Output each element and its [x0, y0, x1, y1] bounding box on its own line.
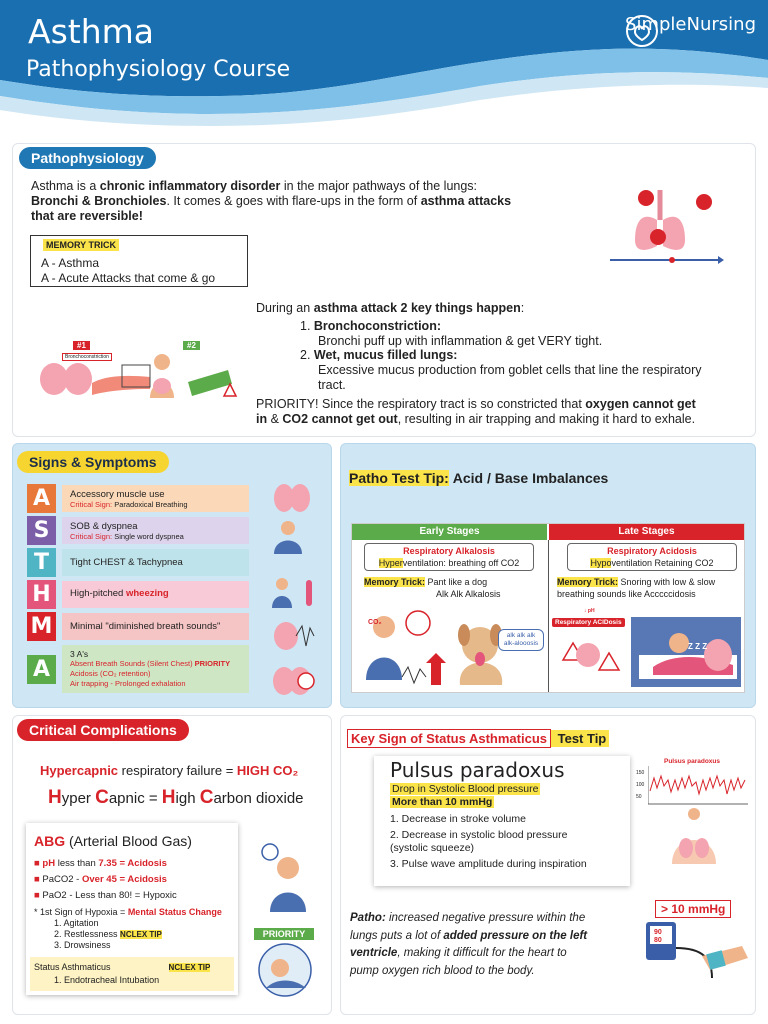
label-1: #1 — [73, 341, 90, 350]
bp-monitor-icon — [632, 918, 752, 998]
hypercapnic-line: Hypercapnic respiratory failure = HIGH CO₂ — [40, 763, 299, 778]
resp-acidosis-box: Respiratory Acidosis Hypoventilation Retaining CO2 — [567, 543, 737, 571]
attack-item-2-desc-1: Excessive mucus production from goblet cells that line the respiratory — [318, 363, 702, 377]
asthma-row-a2 — [27, 644, 249, 694]
row-a1-text: Accessory muscle use Critical Sign: Paradoxical Breathing — [62, 485, 249, 512]
pulsus-graph-title: Pulsus paradoxus — [664, 758, 720, 765]
hypoxia-sign: * 1st Sign of Hypoxia = Mental Status Change 1. Agitation 2. Restlessness NCLEX TIP 3. Drowsiness — [34, 907, 222, 950]
attack-item-2: 2. Wet, mucus filled lungs: — [300, 348, 458, 362]
attack-item-1-desc: Bronchi puff up with inflammation & get VERY tight. — [318, 334, 603, 348]
bp-threshold-tag: > 10 mmHg — [655, 900, 731, 918]
stage-divider — [548, 540, 549, 692]
low-ph-tag: ↓ pH — [584, 608, 595, 614]
symptom-icons — [266, 476, 318, 701]
header-banner — [0, 0, 768, 130]
status-asthmaticus-pill: Key Sign of Status Asthmaticus Test Tip — [347, 731, 609, 746]
pulsus-sub-1: Drop in Systolic Blood pressure — [392, 783, 539, 795]
brand-logo — [625, 14, 756, 35]
chest-tight-icon — [272, 578, 312, 608]
brand-name: SimpleNursing — [625, 14, 756, 35]
early-memory-trick: Memory Trick: Pant like a dog Alk Alk Alkalosis — [364, 577, 501, 599]
abg-card — [26, 823, 238, 995]
hypercapnic-mnemonic: Hyper Capnic = High Carbon dioxide — [48, 787, 304, 808]
early-stages-header: Early Stages — [352, 524, 547, 540]
pathophysiology-pill: Pathophysiology — [19, 147, 156, 169]
pulsus-waveform — [648, 766, 748, 806]
letter-s: S — [27, 516, 56, 545]
row-m-text: Minimal "diminished breath sounds" — [62, 613, 249, 640]
patho-intro: Asthma is a chronic inflammatory disorder in the major pathways of the lungs: Bronchi & Bronchioles. It comes & goes with flare-ups in the form of asthma attacks that are reversible! — [31, 179, 512, 223]
row-a2-text: 3 A's Absent Breath Sounds (Silent Chest) PRIORITY Acidosis (CO₂ retention) Air trapping - Prolonged exhalation — [62, 645, 249, 693]
pulsus-items: 1. Decrease in stroke volume 2. Decrease in systolic blood pressure (systolic squeeze) 3. Pulse wave amplitude during inspiration — [390, 813, 587, 870]
letter-h: H — [27, 580, 56, 609]
asthma-row-m — [27, 612, 249, 641]
asthma-row-a1 — [27, 484, 249, 513]
snore-zz: Z Z Z — [688, 642, 708, 651]
row-t-text: Tight CHEST & Tachypnea — [62, 549, 249, 576]
letter-a-2: A — [27, 655, 56, 684]
co2-bubble: CO₂ — [368, 619, 382, 626]
pulsus-sub-2: More than 10 mmHg — [392, 796, 493, 808]
letter-t: T — [27, 548, 56, 577]
letter-a: A — [27, 484, 56, 513]
label-2: #2 — [183, 341, 200, 350]
critical-complications-pill: Critical Complications — [17, 719, 189, 741]
letter-m: M — [27, 612, 56, 641]
priority-tag: PRIORITY — [254, 928, 314, 940]
abg-title: ABG (Arterial Blood Gas) — [34, 833, 192, 849]
page-subtitle: Pathophysiology Course — [26, 57, 291, 82]
dog-speech-bubble: alk alk alk alk-alooosis — [498, 629, 544, 651]
mucus-airway-icon — [148, 352, 238, 402]
pulsus-patho: Patho: increased negative pressure within the lungs puts a lot of added pressure on the left ventricle, making it difficult for the heart to pump oxygen rich blood to the body. — [350, 912, 588, 977]
lungs-icon — [274, 484, 310, 512]
memory-trick-box — [30, 235, 248, 287]
asthma-row-h — [27, 580, 249, 609]
resp-acidosis-tag: Respiratory ACIDosis — [552, 618, 625, 627]
status-asthmaticus-box: Status Asthmaticus NCLEX TIP 1. Endotracheal Intubation — [30, 957, 234, 991]
bronchoconstriction-icon — [32, 355, 157, 400]
coughing-person-icon — [274, 521, 302, 554]
wheezing-icon — [274, 622, 314, 650]
attack-intro: During an asthma attack 2 key things happen: — [256, 301, 525, 315]
asthma-row-s — [27, 516, 249, 545]
pulsus-graph-ticks: 150 100 50 — [636, 770, 645, 800]
memory-line-2: A - Acute Attacks that come & go — [41, 271, 216, 285]
brand-icon — [625, 14, 659, 48]
attack-item-1: 1. Bronchoconstriction: — [300, 319, 441, 333]
abg-values: ■ pH less than 7.35 = Acidosis ■ PaCO2 - Over 45 = Acidosis ■ PaO2 - Less than 80! = Hypoxic — [34, 858, 177, 901]
memory-trick-label: MEMORY TRICK — [43, 239, 119, 251]
row-h-text: High-pitched wheezing — [62, 581, 249, 608]
patho-tip-heading: Patho Test Tip: Acid / Base Imbalances — [349, 470, 609, 486]
priority-note: PRIORITY! Since the respiratory tract is so constricted that oxygen cannot get in & CO2 cannot get out, resulting in air trapping and making it hard to exhale. — [256, 397, 696, 426]
asthma-row-t — [27, 548, 249, 577]
bp-screen-values: 90 80 — [654, 929, 662, 944]
resp-alkalosis-box: Respiratory Alkalosis Hyperventilation: breathing off CO2 — [364, 543, 534, 571]
attack-item-2-desc-2: tract. — [318, 378, 346, 392]
page-title: Asthma — [28, 12, 154, 51]
signs-symptoms-pill: Signs & Symptoms — [17, 451, 169, 473]
heart-lungs-icon — [668, 806, 720, 864]
memory-line-1: A - Asthma — [41, 256, 100, 270]
row-s-text: SOB & dyspnea Critical Sign: Single word dyspnea — [62, 517, 249, 544]
silent-lungs-icon — [273, 667, 314, 695]
confused-person-icon — [248, 838, 326, 918]
pulsus-title: Pulsus paradoxus — [390, 758, 565, 782]
inflamed-lungs-icon — [600, 180, 725, 270]
pulsus-card — [374, 756, 630, 886]
late-memory-trick: Memory Trick: Snoring with low & slow breathing sounds like Acccccidosis — [557, 577, 716, 599]
late-stages-header: Late Stages — [549, 524, 744, 540]
label-1-tag: Bronchoconstriction — [62, 353, 112, 361]
intubation-icon — [250, 942, 320, 998]
